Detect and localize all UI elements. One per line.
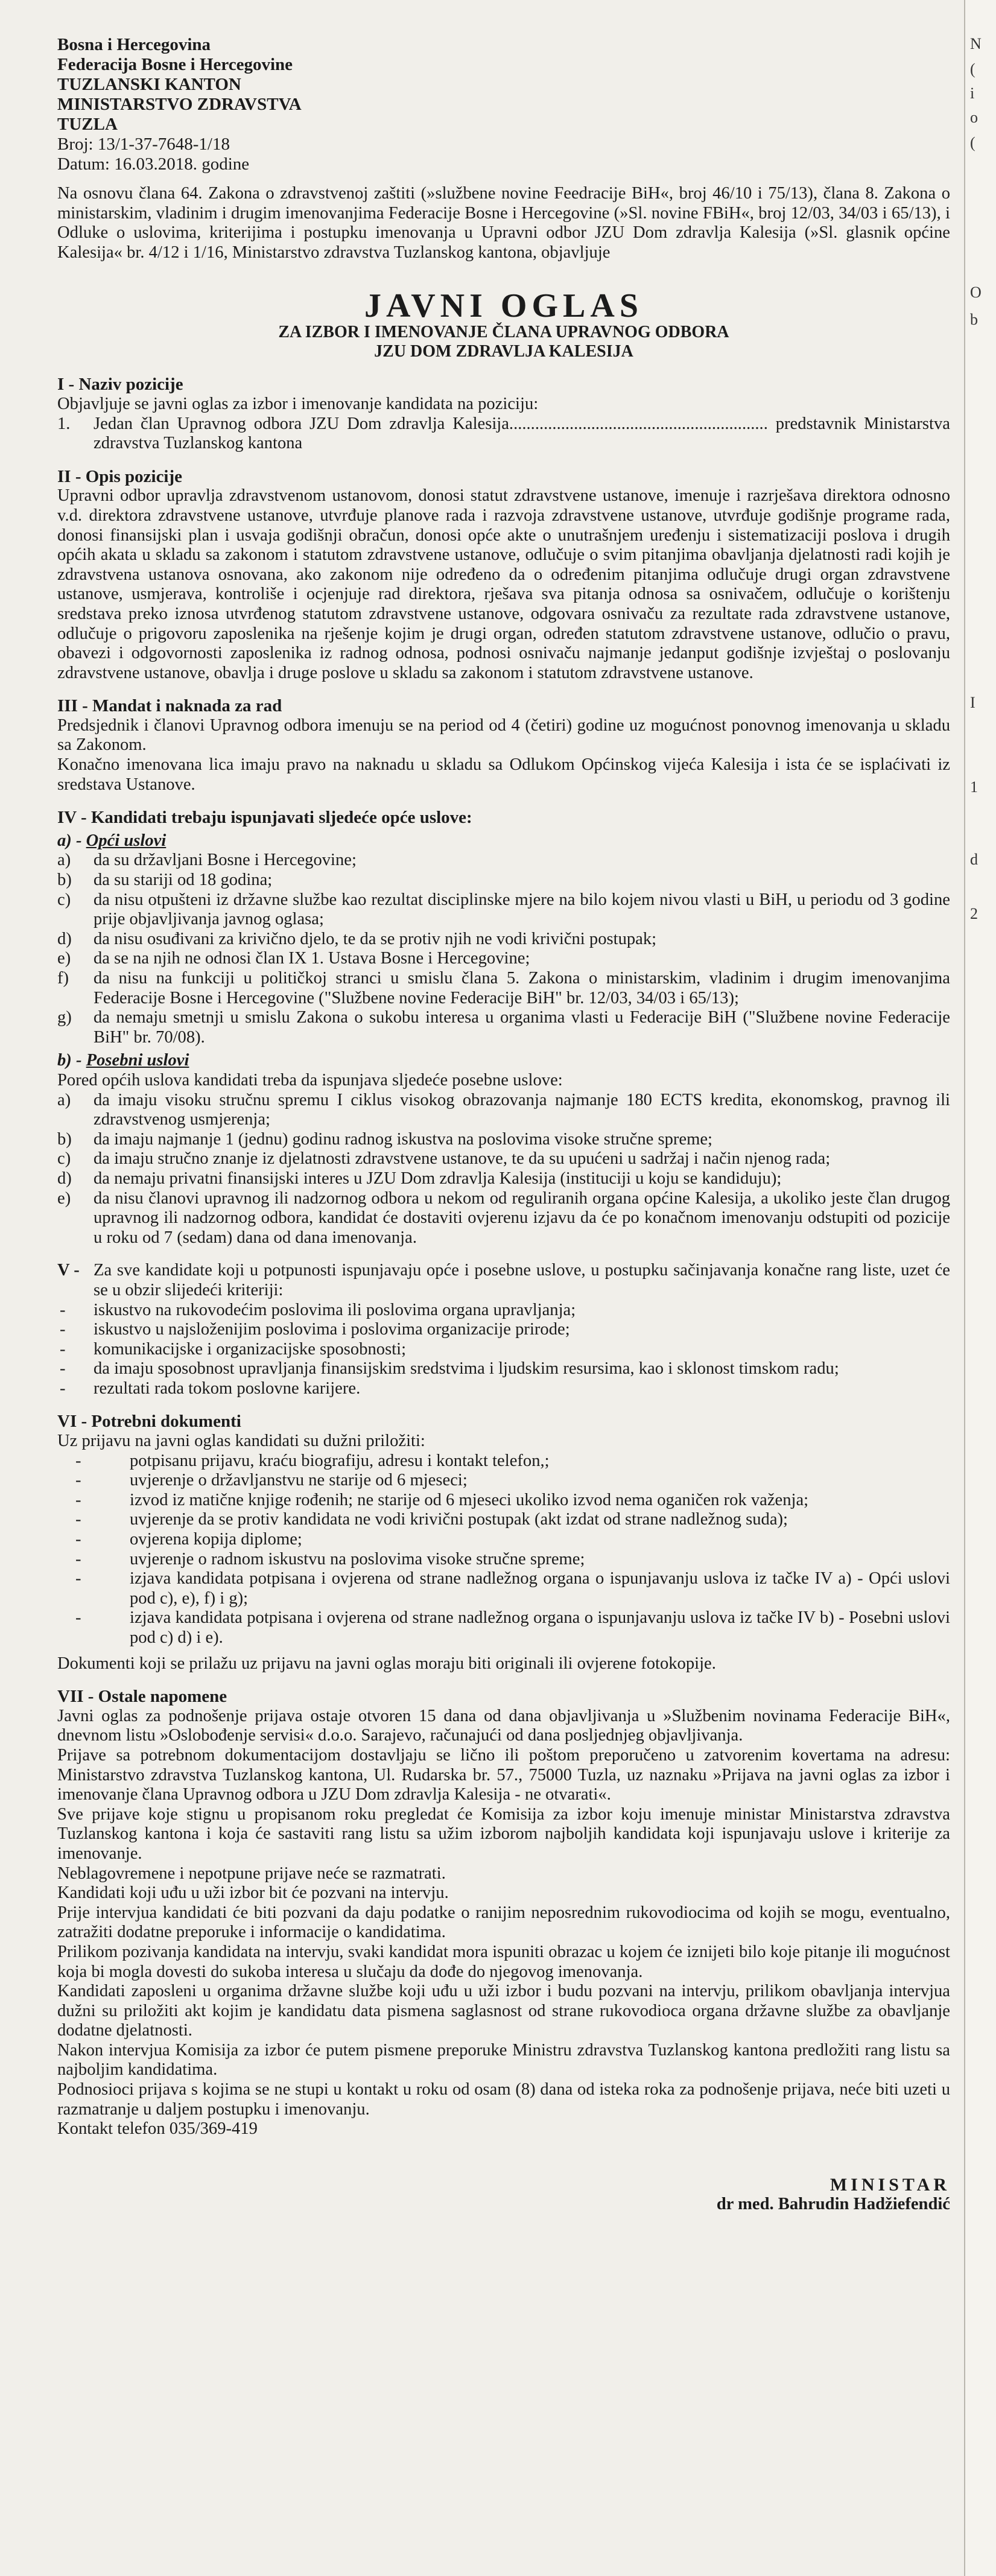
list-item	[57, 1569, 950, 1608]
signatory-name: dr med. Bahrudin Hadžiefendić	[716, 2195, 950, 2214]
list-text: da imaju visoku stručnu spremu I ciklus visokog obrazovanja najmanje 180 ECTS kredita, ekonomskog, pravnog ili zdravstvenog usmjerenja;	[94, 1090, 950, 1129]
list-item	[57, 949, 950, 969]
list-marker: b)	[57, 871, 72, 890]
list-marker: e)	[57, 1188, 71, 1208]
list-marker: f)	[57, 969, 69, 988]
list-text: Jedan član Upravnog odbora JZU Dom zdravlja Kalesija............................................................ predstavnik Ministarstva zdravstva Tuzlanskog kantona	[94, 414, 950, 453]
adjacent-text-fragment: (	[970, 134, 975, 151]
remark-paragraph: Neblagovremene i nepotpune prijave neće se razmatrati.	[57, 1864, 446, 1883]
list-text: uvjerenje o državljanstvu ne starije od 6 mjeseci;	[130, 1471, 468, 1490]
adjacent-column-edge	[964, 0, 996, 2576]
subsection-label: Opći uslovi	[86, 831, 167, 850]
list-marker: d)	[57, 929, 72, 948]
legal-basis-intro: Na osnovu člana 64. Zakona o zdravstvenoj zaštiti (»službene novine Feedracije BiH«, broj 46/10 i 75/13), člana 8. Zakona o ministarskim, vladinim i drugim imenovanjima Federacije Bosne i Hercegovine (»Sl. novine FBiH«, broj 12/03, 34/03 i 65/13), i Odluke o uslovima, kriterijima i postupku imenovanja u Upravni odbor JZU Dom zdravlja Kalesija (»Sl. glasnik općine Kalesija« br. 4/12 i 1/16, Ministarstvo zdravstva Tuzlanskog kantona, objavljuje	[57, 184, 950, 262]
list-item	[57, 1130, 950, 1150]
title-sub: ZA IZBOR I IMENOVANJE ČLANA UPRAVNOG ODBORA	[278, 323, 729, 342]
list-text: da nisu članovi upravnog ili nadzornog odbora u nekom od reguliranih organa općine Kalesija, a ukoliko jeste član drugog upravnog ili nadzornog odbora, kandidat će dostaviti ovjerenu izjavu da će po konačnom imenovanju odstupiti od pozicije u roku od 7 (sedam) dana od dana imenovanja.	[94, 1188, 950, 1247]
issuer-line: Federacija Bosne i Hercegovine	[57, 55, 293, 74]
list-marker: c)	[57, 890, 71, 909]
subsection-label: Posebni uslovi	[86, 1051, 189, 1070]
list-marker: b)	[57, 1129, 72, 1149]
list-item	[57, 1550, 950, 1570]
list-text: izjava kandidata potpisana i ovjerena od strane nadležnog organa o ispunjavanju uslova iz tačke IV b) - Posebni uslovi pod c) d) i e).	[130, 1608, 950, 1647]
criteria-block	[57, 1261, 950, 1300]
list-item	[57, 1149, 950, 1169]
list-item	[57, 1091, 950, 1130]
title-main: JAVNI OGLAS	[364, 287, 643, 325]
section-text: Objavljuje se javni oglas za izbor i imenovanje kandidata na poziciju:	[57, 394, 539, 413]
list-text: da nisu na funkciji u političkoj stranci u smislu člana 5. Zakona o ministarskim, vladinim i drugim imenovanjima Federacije Bosne i Hercegovine ("Službene novine Federacije BiH" br. 12/03, 34/03 i 65/13);	[94, 969, 950, 1007]
list-item	[57, 871, 950, 890]
list-text: da su državljani Bosne i Hercegovine;	[94, 851, 357, 870]
list-marker: g)	[57, 1008, 72, 1027]
list-item	[57, 1379, 950, 1399]
section-text: Za sve kandidate koji u potpunosti ispunjavaju opće i posebne uslove, u postupku sačinjavanja konačne rang liste, uzet će se u obzir slijedeći kriteriji:	[94, 1261, 950, 1299]
remark-paragraph: Kandidati koji uđu u uži izbor bit će pozvani na intervju.	[57, 1883, 449, 1903]
section-heading: IV - Kandidati trebaju ispunjavati sljedeće opće uslove:	[57, 808, 472, 828]
list-item	[57, 1340, 950, 1360]
list-text: izvod iz matične knjige rođenih; ne starije od 6 mjeseci ukoliko izvod nema oganičen rok važenja;	[130, 1490, 809, 1509]
section-heading: VI - Potrebni dokumenti	[57, 1412, 241, 1432]
adjacent-text-fragment: I	[970, 694, 975, 711]
list-item	[57, 930, 950, 950]
list-item	[57, 1491, 950, 1511]
subsection-marker: a) -	[57, 831, 82, 850]
remark-paragraph: Sve prijave koje stignu u propisanom roku pregledat će Komisija za izbor koju imenuje ministar Ministarstva zdravstva Tuzlanskog kantona i koja će sastaviti rang listu sa užim izborom najboljih kandidata koji ispunjavaju uslove i kriterije za imenovanje.	[57, 1804, 950, 1863]
list-text: izjava kandidata potpisana i ovjerena od strane nadležnog organa o ispunjavanju uslova iz tačke IV a) - Opći uslovi pod c), e), f) i g);	[130, 1569, 950, 1608]
section-text: Dokumenti koji se prilažu uz prijavu na javni oglas moraju biti originali ili ovjerene fotokopije.	[57, 1654, 716, 1673]
list-item	[57, 1320, 950, 1340]
dash-marker: -	[75, 1451, 81, 1470]
criteria-list	[57, 1301, 950, 1399]
reference-number: Broj: 13/1-37-7648-1/18	[57, 135, 230, 154]
dash-marker: -	[60, 1300, 66, 1319]
section-text: Uz prijavu na javni oglas kandidati su dužni priložiti:	[57, 1432, 425, 1451]
section-text: Pored općih uslova kandidati treba da ispunjava sljedeće posebne uslove:	[57, 1070, 563, 1090]
adjacent-text-fragment: N	[970, 35, 982, 52]
list-text: da nemaju smetnji u smislu Zakona o sukobu interesa u organima vlasti u Federacije BiH ("Službene novine Federacije BiH" br. 70/08).	[94, 1008, 950, 1047]
issuer-line: MINISTARSTVO ZDRAVSTVA	[57, 95, 302, 114]
list-text: da nemaju privatni finansijski interes u JZU Dom zdravlja Kalesija (instituciji u koju se kandiduju);	[94, 1169, 782, 1188]
list-item	[57, 1451, 950, 1471]
section-heading: VII - Ostale napomene	[57, 1687, 227, 1707]
dash-marker: -	[75, 1569, 81, 1588]
dash-marker: -	[60, 1359, 66, 1378]
section-heading: II - Opis pozicije	[57, 466, 183, 486]
subsection-heading	[57, 831, 950, 851]
list-marker: a)	[57, 851, 71, 870]
list-item	[57, 1008, 950, 1047]
remark-paragraph: Prije intervjua kandidati će biti pozvani da daju podatke o ranijim neposrednim rukovodiocima od kojih se mogu, eventualno, zatražiti dodatne preporuke i informacije o kandidatima.	[57, 1903, 950, 1942]
dash-marker: -	[75, 1471, 81, 1490]
adjacent-text-fragment: 2	[970, 905, 978, 922]
documents-list	[57, 1451, 950, 1648]
remark-paragraph: Nakon intervjua Komisija za izbor će putem pismene preporuke Ministru zdravstva Tuzlanskog kantona predložiti rang listu sa najboljim kandidatima.	[57, 2040, 950, 2080]
adjacent-text-fragment: d	[970, 851, 978, 868]
issuer-line: Bosna i Hercegovina	[57, 35, 211, 54]
dash-marker: -	[75, 1608, 81, 1628]
list-marker: e)	[57, 949, 71, 968]
notice-title	[57, 289, 950, 361]
signatory-title: MINISTAR	[829, 2174, 950, 2195]
list-item	[57, 1359, 950, 1379]
section-text: Konačno imenovana lica imaju pravo na naknadu u skladu sa Odlukom Općinskog vijeća Kalesija i ista će se isplaćivati iz sredstava Ustanove.	[57, 755, 950, 794]
list-text: uvjerenje o radnom iskustvu na poslovima visoke stručne spreme;	[130, 1549, 585, 1569]
adjacent-text-fragment: 1	[970, 778, 978, 796]
list-text: da se na njih ne odnosi član IX 1. Ustava Bosne i Hercegovine;	[94, 949, 530, 968]
remark-paragraph: Kandidati zaposleni u organima državne službe koji uđu u uži izbor i budu pozvani na intervju, prilikom obavljanja intervjua dužni su priložiti akt kojim je kandidatu data pismena saglasnost od strane rukovodioca organa državne službe za obavljanje dodatne djelatnosti.	[57, 1982, 950, 2040]
remark-paragraph: Javni oglas za podnošenje prijava ostaje otvoren 15 dana od dana objavljivanja u »Službenim novinama Federacije BiH«, dnevnom listu »Oslobođenje servisi« d.o.o. Sarajevo, računajući od dana posljednjeg objavljivanja.	[57, 1706, 950, 1745]
issue-date: Datum: 16.03.2018. godine	[57, 154, 250, 174]
adjacent-text-fragment: O	[970, 284, 982, 301]
list-text: da imaju najmanje 1 (jednu) godinu radnog iskustva na poslovima visoke stručne spreme;	[94, 1129, 712, 1149]
list-text: da imaju stručno znanje iz djelatnosti zdravstvene ustanove, te da su upućeni u sadržaj i način njenog rada;	[94, 1149, 831, 1169]
list-text: rezultati rada tokom poslovne karijere.	[94, 1378, 361, 1398]
list-item	[57, 1301, 950, 1321]
adjacent-text-fragment: i	[970, 84, 975, 102]
section-text: Predsjednik i članovi Upravnog odbora imenuju se na period od 4 (četiri) godine uz mogućnost ponovnog imenovanja u skladu sa Zakonom.	[57, 715, 950, 755]
list-item	[57, 1608, 950, 1648]
list-item	[57, 890, 950, 930]
section-marker: V -	[57, 1261, 80, 1280]
list-text: da su stariji od 18 godina;	[94, 871, 273, 890]
list-text: iskustvo na rukovodećim poslovima ili poslovima organa upravljanja;	[94, 1300, 576, 1319]
adjacent-text-fragment: (	[970, 60, 975, 78]
list-marker: c)	[57, 1149, 71, 1169]
list-text: ovjerena kopija diplome;	[130, 1530, 302, 1549]
section-heading: I - Naziv pozicije	[57, 375, 183, 395]
dash-marker: -	[75, 1490, 81, 1509]
signature-block	[57, 2175, 950, 2215]
list-item	[57, 1510, 950, 1530]
list-item	[57, 1169, 950, 1189]
special-conditions-list	[57, 1091, 950, 1248]
list-item	[57, 1189, 950, 1248]
list-text: iskustvo u najsloženijim poslovima i poslovima organizacije prirode;	[94, 1320, 570, 1339]
list-text: da nisu otpušteni iz državne službe kao rezultat disciplinske mjere na bilo kojem nivou vlasti u BiH, u periodu od 3 godine prije objavljivanja javnog oglasa;	[94, 890, 950, 929]
remark-paragraph: Prijave sa potrebnom dokumentacijom dostavljaju se lično ili poštom preporučeno u zatvorenim kovertama na adresu: Ministarstvo zdravstva Tuzlanskog kantona, Ul. Rudarska br. 57., 75000 Tuzla, uz naznaku »Prijava na javni oglas za izbor i imenovanje člana Upravnog odbora u JZU Dom zdravlja Kalesija - ne otvarati«.	[57, 1745, 950, 1804]
dash-marker: -	[60, 1320, 66, 1339]
remark-paragraph: Kontakt telefon 035/369-419	[57, 2119, 258, 2139]
remark-paragraph: Podnosioci prijava s kojima se ne stupi u kontakt u roku od osam (8) dana od isteka roka za podnošenje prijava, neće biti uzeti u razmatranje u daljem postupku i imenovanju.	[57, 2080, 950, 2119]
dash-marker: -	[75, 1510, 81, 1529]
list-marker: 1.	[57, 414, 71, 433]
remarks-list	[57, 1707, 950, 2139]
list-text: potpisanu prijavu, kraću biografiju, adresu i kontakt telefon,;	[130, 1451, 550, 1470]
remark-paragraph: Prilikom pozivanja kandidata na intervju, svaki kandidat mora ispuniti obrazac u kojem će iznijeti bilo koje pitanje ili mogućnost koja bi mogla dovesti do sukoba interesa u slučaju da dođe do njegovog imenovanja.	[57, 1942, 950, 1981]
adjacent-text-fragment: o	[970, 109, 978, 126]
issuer-header	[57, 35, 950, 174]
subsection-heading	[57, 1051, 950, 1071]
list-item	[57, 851, 950, 871]
list-item	[57, 969, 950, 1008]
list-text: da nisu osuđivani za krivično djelo, te da se protiv njih ne vodi krivični postupak;	[94, 929, 657, 948]
notice-page	[57, 35, 950, 2215]
list-marker: a)	[57, 1090, 71, 1109]
issuer-line: TUZLANSKI KANTON	[57, 75, 241, 94]
list-marker: d)	[57, 1169, 72, 1188]
list-item	[57, 1471, 950, 1491]
title-sub: JZU DOM ZDRAVLJA KALESIJA	[374, 342, 633, 361]
issuer-line: TUZLA	[57, 115, 118, 134]
dash-marker: -	[75, 1530, 81, 1549]
list-item	[57, 414, 950, 454]
dash-marker: -	[60, 1378, 66, 1398]
list-text: komunikacijske i organizacijske sposobnosti;	[94, 1339, 407, 1359]
adjacent-text-fragment: b	[970, 311, 978, 328]
dash-marker: -	[75, 1549, 81, 1569]
section-heading: III - Mandat i naknada za rad	[57, 696, 282, 716]
list-text: uvjerenje da se protiv kandidata ne vodi krivični postupak (akt izdat od strane nadležnog suda);	[130, 1510, 788, 1529]
subsection-marker: b) -	[57, 1051, 82, 1070]
general-conditions-list	[57, 851, 950, 1047]
list-text: da imaju sposobnost upravljanja finansijskim sredstvima i ljudskim resursima, kao i sklonost timskom radu;	[94, 1359, 839, 1378]
section-text: Upravni odbor upravlja zdravstvenom ustanovom, donosi statut zdravstvene ustanove, imenuje i razrješava direktora odnosno v.d. direktora zdravstvene ustanove, utvrđuje planove rada i razvoja zdravstvene ustanove, utvrđuje godišnje programe rada, donosi finansijski plan i usvaja godišnji obračun, donosi opće akte o unutrašnjem uređenju i sistematizaciji poslova i drugih općih akata u skladu sa zakonom i statutom zdravstvene ustanove, odlučuje o svim pitanjima obavljanja djelatnosti radi kojih je zdravstvena ustanova osnovana, ako zakonom nije određeno da o određenim pitanjima odlučuje drugi organ zdravstvene ustanove, usmjerava, kontroliše i ocjenjuje rad direktora, rješava sva pitanja odnosa sa osnivačem, odlučuje o korištenju sredstava preko iznosa utvrđenog statutom zdravstvene ustanove, odgovara osnivaču za rezultate rada zdravstvene ustanove, odlučuje o prigovoru zaposlenika na rješenje kojim je drugi organ, određen statutom zdravstvene ustanove, odlučio o pravu, obavezi i odgovornosti zaposlenika iz radnog odnosa, podnosi osnivaču najmanje jedanput godišnje izvještaj o poslovanju zdravstvene ustanove, obavlja i druge poslove u skladu sa zakonom i statutom zdravstvene ustanove.	[57, 486, 950, 682]
dash-marker: -	[60, 1339, 66, 1359]
list-item	[57, 1530, 950, 1550]
